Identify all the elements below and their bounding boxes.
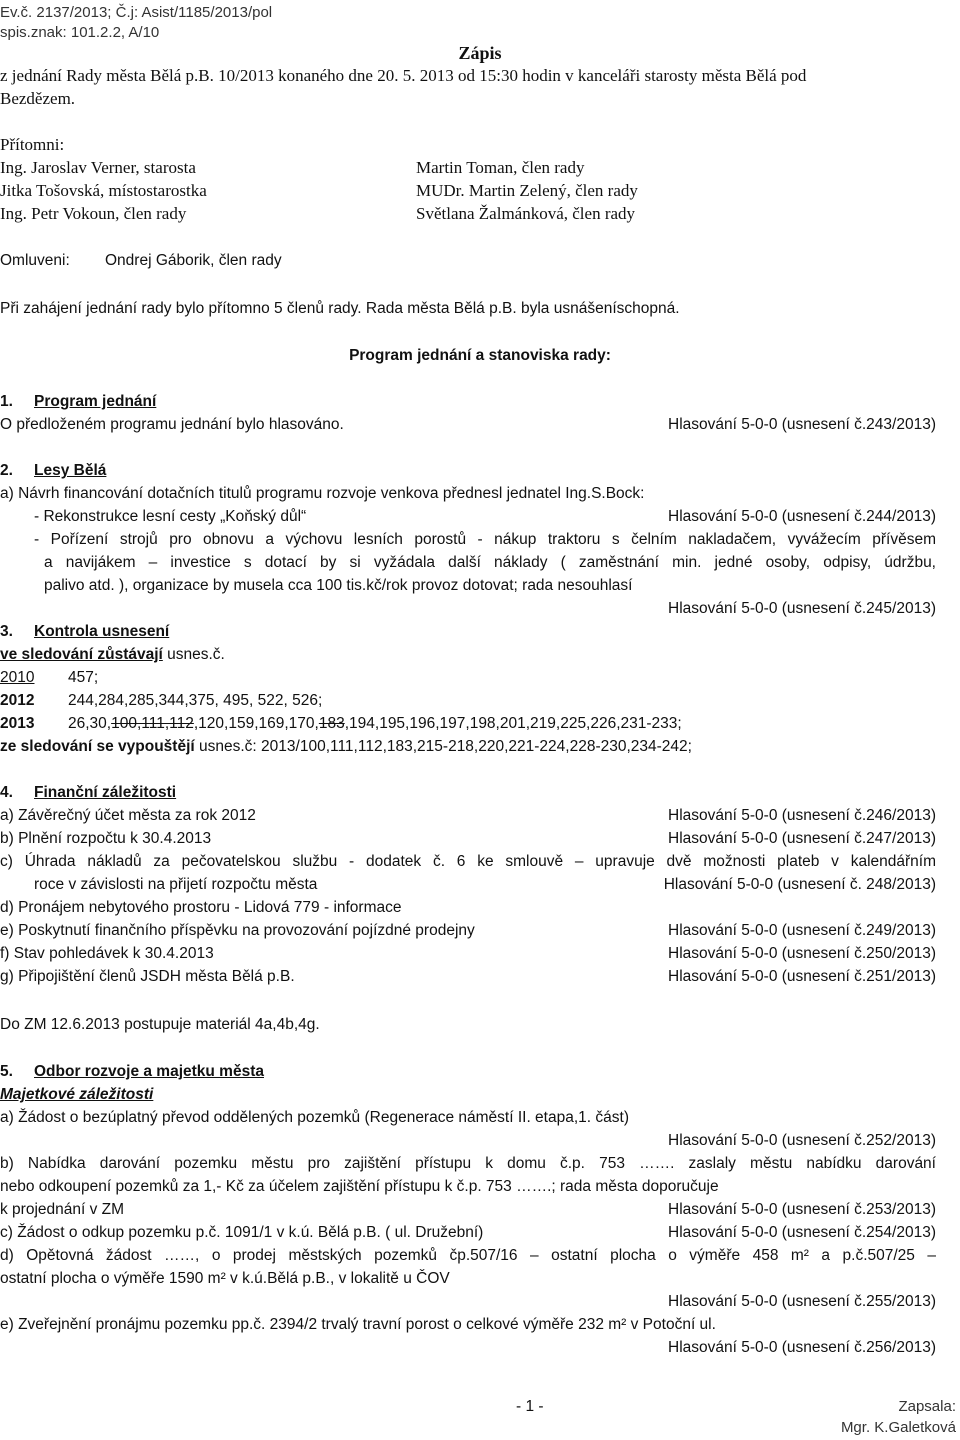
section-title: Lesy Bělá [34, 462, 107, 479]
document-title: Zápis [458, 43, 502, 63]
remaining-label: ve sledování zůstávají [0, 646, 163, 663]
values-part: 26,30, [68, 715, 112, 732]
agenda-subitem: - Rekonstrukce lesní cesty „Koňský důl“ [34, 508, 307, 525]
year-values: 244,284,285,344,375, 495, 522, 526; [68, 692, 323, 709]
year-values [68, 713, 682, 735]
struck-values: 183 [318, 715, 345, 732]
resolutions-removed [0, 736, 692, 758]
section-number: 3. [0, 623, 13, 640]
quorum-statement: Při zahájení jednání rady bylo přítomno 5 členů rady. Rada města Bělá p.B. byla usnášeníschopná. [0, 300, 680, 317]
agenda-item-cont: nebo odkoupení pozemků za 1,- Kč za účelem zajištění přístupu k č.p. 753 …….; rada města doporučuje [0, 1178, 719, 1195]
vote-result: Hlasování 5-0-0 (usnesení č.252/2013) [668, 1132, 936, 1149]
year-label: 2013 [0, 715, 35, 732]
vote-result: Hlasování 5-0-0 (usnesení č.256/2013) [668, 1339, 936, 1356]
agenda-subitem-cont: a navijákem – investice s dotací by si vyžádala další náklady ( zaměstnání min. jedné osoby, odpisy, údržbu, [44, 554, 936, 571]
agenda-item: e) Zveřejnění pronájmu pozemku pp.č. 2394/2 trvalý travní porost o celkové výměře 232 m² v Potoční ul. [0, 1316, 716, 1333]
vote-result: Hlasování 5-0-0 (usnesení č.244/2013) [668, 508, 936, 525]
vote-result: Hlasování 5-0-0 (usnesení č.243/2013) [668, 416, 936, 433]
values-part: ,120,159,169,170, [193, 715, 319, 732]
page-number: - 1 - [516, 1398, 544, 1415]
excused-name: Ondrej Gáborik, člen rady [105, 252, 282, 269]
section-title: Odbor rozvoje a majetku města [34, 1063, 264, 1080]
agenda-item: c) Úhrada nákladů za pečovatelskou službu - dodatek č. 6 ke smlouvě – upravuje dvě možnosti plateb v kalendářním [0, 853, 936, 870]
agenda-item: c) Žádost o odkup pozemku p.č. 1091/1 v k.ú. Bělá p.B. ( ul. Družební) [0, 1224, 484, 1241]
program-heading: Program jednání a stanoviska rady: [349, 347, 611, 364]
vote-result: Hlasování 5-0-0 (usnesení č.254/2013) [668, 1224, 936, 1241]
year-label: 2010 [0, 669, 35, 686]
vote-result: Hlasování 5-0-0 (usnesení č.251/2013) [668, 968, 936, 985]
resolutions-remaining [0, 644, 225, 666]
evidence-number: Ev.č. 2137/2013; Č.j: Asist/1185/2013/pol [0, 4, 273, 21]
agenda-item: d) Opětovná žádost ……, o prodej městských pozemků čp.507/16 – ostatní plocha o výměře 458 m² a p.č.507/25 – [0, 1247, 936, 1264]
remaining-suffix: usnes.č. [162, 646, 225, 663]
section-title: Kontrola usnesení [34, 623, 170, 640]
section-title: Program jednání [34, 393, 157, 410]
agenda-item: a) Žádost o bezúplatný převod oddělených pozemků (Regenerace náměstí II. etapa,1. část) [0, 1109, 629, 1126]
recorder-label: Zapsala: [898, 1398, 956, 1415]
forwarded-note: Do ZM 12.6.2013 postupuje materiál 4a,4b,4g. [0, 1016, 320, 1033]
agenda-item-cont: k projednání v ZM [0, 1201, 125, 1218]
removed-label: ze sledování se vypouštějí [0, 738, 195, 755]
excused-label: Omluveni: [0, 252, 70, 269]
values-part: ,194,195,196,197,198,201,219,225,226,231-233; [344, 715, 682, 732]
agenda-subitem-cont: palivo atd. ), organizace by musela cca 100 tis.kč/rok provoz dotovat; rada nesouhlasí [44, 577, 633, 594]
section-number: 2. [0, 462, 13, 479]
intro-line-1: z jednání Rady města Bělá p.B. 10/2013 konaného dne 20. 5. 2013 od 15:30 hodin v kanceláři starosty města Bělá pod [0, 66, 807, 85]
vote-result: Hlasování 5-0-0 (usnesení č.245/2013) [668, 600, 936, 617]
agenda-item: b) Plnění rozpočtu k 30.4.2013 [0, 830, 212, 847]
section-text: O předloženém programu jednání bylo hlasováno. [0, 416, 344, 433]
vote-result: Hlasování 5-0-0 (usnesení č.255/2013) [668, 1293, 936, 1310]
vote-result: Hlasování 5-0-0 (usnesení č. 248/2013) [663, 876, 936, 893]
section-number: 4. [0, 784, 13, 801]
agenda-item-cont: ostatní plocha o výměře 1590 m² v k.ú.Bělá p.B., v lokalitě u ČOV [0, 1270, 450, 1287]
agenda-item: a) Závěrečný účet města za rok 2012 [0, 807, 256, 824]
attendee: MUDr. Martin Zelený, člen rady [416, 181, 638, 200]
year-label: 2012 [0, 692, 35, 709]
year-values: 457; [68, 669, 99, 686]
section-number: 5. [0, 1063, 13, 1080]
agenda-item: d) Pronájem nebytového prostoru - Lidová 779 - informace [0, 899, 402, 916]
subsection-title: Majetkové záležitosti [0, 1086, 154, 1103]
agenda-subitem: - Pořízení strojů pro obnovu a výchovu lesních porostů - nákup traktoru s čelním nakladačem, vyvážecím přívěsem [34, 531, 936, 548]
vote-result: Hlasování 5-0-0 (usnesení č.253/2013) [668, 1201, 936, 1218]
agenda-item: e) Poskytnutí finančního příspěvku na provozování pojízdné prodejny [0, 922, 475, 939]
attendee: Ing. Jaroslav Verner, starosta [0, 158, 196, 177]
present-label: Přítomni: [0, 135, 65, 154]
removed-list: usnes.č: 2013/100,111,112,183,215-218,220,221-224,228-230,234-242; [194, 738, 692, 755]
agenda-item: a) Návrh financování dotačních titulů programu rozvoje venkova přednesl jednatel Ing.S.Bock: [0, 485, 645, 502]
vote-result: Hlasování 5-0-0 (usnesení č.250/2013) [668, 945, 936, 962]
section-title: Finanční záležitosti [34, 784, 177, 801]
file-mark: spis.znak: 101.2.2, A/10 [0, 24, 160, 41]
agenda-item: f) Stav pohledávek k 30.4.2013 [0, 945, 214, 962]
attendee: Martin Toman, člen rady [416, 158, 585, 177]
attendee: Jitka Tošovská, místostarostka [0, 181, 207, 200]
vote-result: Hlasování 5-0-0 (usnesení č.249/2013) [668, 922, 936, 939]
agenda-item: b) Nabídka darování pozemku městu pro zajištění přístupu k domu č.p. 753 ……. zaslaly městu nabídku darování [0, 1155, 936, 1172]
agenda-item: g) Připojištění členů JSDH města Bělá p.B. [0, 968, 295, 985]
agenda-item-cont: roce v závislosti na přijetí rozpočtu města [34, 876, 318, 893]
vote-result: Hlasování 5-0-0 (usnesení č.246/2013) [668, 807, 936, 824]
intro-line-2: Bezdězem. [0, 89, 76, 108]
vote-result: Hlasování 5-0-0 (usnesení č.247/2013) [668, 830, 936, 847]
recorder-name: Mgr. K.Galetková [840, 1419, 956, 1436]
year-row [0, 667, 34, 689]
section-number: 1. [0, 393, 13, 410]
struck-values: 100,111,112 [111, 715, 194, 732]
attendee: Světlana Žalmánková, člen rady [416, 204, 636, 223]
attendee: Ing. Petr Vokoun, člen rady [0, 204, 187, 223]
